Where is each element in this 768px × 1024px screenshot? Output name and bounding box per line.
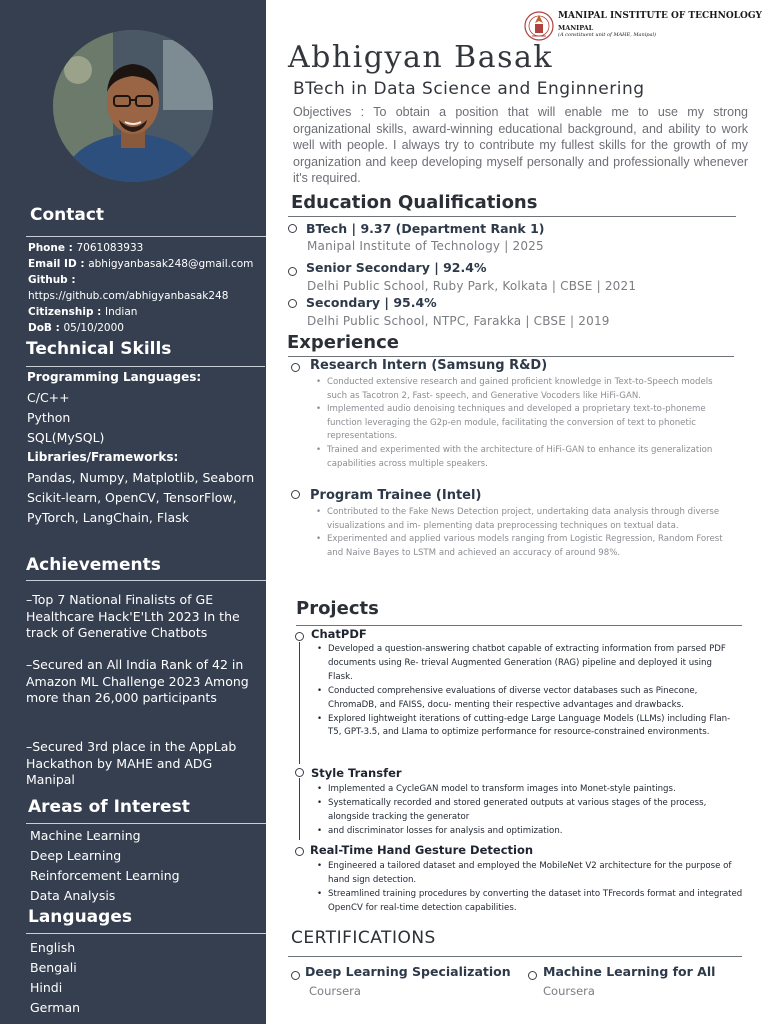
language-item: Bengali: [30, 960, 77, 975]
dob-row: [28, 320, 124, 336]
contact-divider: [26, 236, 266, 237]
email-label: Email ID :: [28, 258, 89, 270]
timeline-dot-icon: [288, 299, 297, 308]
dob-value: 05/10/2000: [63, 322, 124, 334]
project-bullet: • and discriminator losses for analysis and optimization.: [315, 825, 735, 839]
project-timeline-line: [299, 642, 300, 764]
experience-heading: Experience: [287, 332, 399, 353]
education-item-head: Secondary | 95.4%: [306, 295, 437, 310]
timeline-dot-icon: [295, 847, 304, 856]
sidebar: [0, 0, 266, 1024]
timeline-dot-icon: [288, 267, 297, 276]
language-item: German: [30, 1000, 81, 1015]
achievement-item: –Top 7 National Finalists of GE Healthcare Hack'E'Lth 2023 In the track of Generative Chatbots: [26, 592, 240, 640]
achievements-divider: [26, 580, 266, 581]
project-bullet: • Systematically recorded and stored generated outputs at various stages of the process, alongside tracking the generator: [315, 797, 735, 825]
languages-heading: Languages: [28, 907, 132, 927]
certification-item-sub: Coursera: [309, 984, 361, 998]
project-bullet: • Implemented a CycleGAN model to transform images into Monet-style paintings.: [315, 783, 735, 797]
technical-skills-divider: [26, 366, 265, 367]
citizenship-label: Citizenship :: [28, 306, 105, 318]
github-link[interactable]: https://github.com/abhigyanbasak248: [28, 290, 229, 302]
timeline-dot-icon: [291, 971, 300, 980]
institute-city: MANIPAL: [558, 24, 594, 32]
education-item-sub: Manipal Institute of Technology | 2025: [307, 239, 544, 253]
frameworks-line: Pandas, Numpy, Matplotlib, Seaborn: [27, 470, 255, 485]
phone-label: Phone :: [28, 242, 77, 254]
project-item-head: Real-Time Hand Gesture Detection: [310, 843, 534, 857]
interest-item: Deep Learning: [30, 848, 122, 863]
candidate-name: Abhigyan Basak: [288, 40, 554, 75]
certification-item-head: Deep Learning Specialization: [305, 964, 511, 979]
frameworks-line: Scikit-learn, OpenCV, TensorFlow,: [27, 490, 237, 505]
profile-photo-illustration: [53, 30, 213, 182]
education-item-head: Senior Secondary | 92.4%: [306, 260, 487, 275]
education-divider: [288, 216, 736, 217]
interest-item: Data Analysis: [30, 888, 116, 903]
programming-languages-label: Programming Languages:: [27, 370, 202, 384]
project-bullet: • Conducted comprehensive evaluations of diverse vector databases such as Pinecone, ChromaDB, and FAISS, docu- menting their respective advantages and drawbacks.: [315, 685, 735, 713]
project-bullet: • Explored lightweight iterations of cutting-edge Large Language Models (LLMs) including Flan-T5, GPT-3.5, and Llama to optimize performance for resource-constrained environments.: [315, 713, 735, 741]
projects-divider: [296, 625, 742, 626]
github-row: [28, 272, 76, 288]
certification-item-head: Machine Learning for All: [543, 964, 716, 979]
institute-name: MANIPAL INSTITUTE OF TECHNOLOGY: [558, 11, 762, 21]
certification-item-sub: Coursera: [543, 984, 595, 998]
experience-bullets: [314, 506, 734, 560]
language-item: English: [30, 940, 76, 955]
github-label: Github :: [28, 274, 76, 286]
phone-row: [28, 240, 143, 256]
timeline-dot-icon: [528, 971, 537, 980]
education-heading: Education Qualifications: [291, 192, 538, 213]
institute-logo-icon: [524, 9, 554, 43]
citizenship-value: Indian: [104, 306, 138, 318]
experience-bullets: [314, 376, 724, 471]
frameworks-line: PyTorch, LangChain, Flask: [27, 510, 189, 525]
education-item-sub: Delhi Public School, Ruby Park, Kolkata | CBSE | 2021: [307, 279, 637, 293]
experience-bullet: • Trained and experimented with the architecture of HiFi-GAN to enhance its generalization capabilities across multiple speakers.: [314, 444, 724, 471]
project-bullet: • Streamlined training procedures by converting the dataset into TFrecords format and integrated OpenCV for real-time detection capabilities.: [315, 888, 745, 916]
experience-divider: [288, 356, 734, 357]
areas-of-interest-divider: [26, 823, 266, 824]
project-bullet: • Engineered a tailored dataset and employed the MobileNet V2 architecture for the purpose of hand sign detection.: [315, 860, 745, 888]
experience-bullet: • Experimented and applied various models ranging from Logistic Regression, Random Forest and Naive Bayes to LSTM and achieved an accuracy of around 98%.: [314, 533, 734, 560]
project-bullets: [315, 783, 735, 839]
project-item-head: ChatPDF: [311, 627, 367, 641]
areas-of-interest-heading: Areas of Interest: [28, 797, 190, 817]
languages-divider: [26, 933, 266, 934]
email-row: [28, 256, 253, 272]
project-item-head: Style Transfer: [311, 766, 402, 780]
citizenship-row: [28, 304, 137, 320]
experience-bullet: • Implemented audio denoising techniques and developed a proprietary text-to-phoneme function leveraging the G2p-en module, facilitating the conversion of text to phonetic representations.: [314, 403, 724, 444]
skill-item: C/C++: [27, 390, 70, 405]
dob-label: DoB :: [28, 322, 64, 334]
timeline-dot-icon: [291, 490, 300, 499]
project-bullets: [315, 860, 745, 916]
project-bullets: [315, 643, 735, 740]
experience-bullet: • Conducted extensive research and gained proficient knowledge in Text-to-Speech models such as Tacotron 2, Fast- speech, and Generative Vocoders like HiFi-GAN.: [314, 376, 724, 403]
degree-title: BTech in Data Science and Enginnering: [293, 79, 645, 99]
timeline-dot-icon: [295, 768, 304, 777]
language-item: Hindi: [30, 980, 63, 995]
education-item-head: BTech | 9.37 (Department Rank 1): [306, 221, 545, 236]
education-item-sub: Delhi Public School, NTPC, Farakka | CBSE | 2019: [307, 314, 610, 328]
experience-item-head: Research Intern (Samsung R&D): [310, 358, 548, 373]
projects-heading: Projects: [296, 598, 379, 619]
achievements-heading: Achievements: [26, 555, 161, 575]
experience-item-head: Program Trainee (Intel): [310, 488, 482, 503]
interest-item: Machine Learning: [30, 828, 141, 843]
interest-item: Reinforcement Learning: [30, 868, 180, 883]
contact-heading: Contact: [30, 205, 105, 225]
institute-tagline: (A constituent unit of MAHE, Manipal): [558, 32, 657, 38]
profile-photo: [53, 30, 213, 182]
certifications-divider: [288, 956, 742, 957]
experience-bullet: • Contributed to the Fake News Detection project, undertaking data analysis through diverse visualizations and im- plementing data preprocessing techniques on textual data.: [314, 506, 734, 533]
achievement-item: –Secured an All India Rank of 42 in Amazon ML Challenge 2023 Among more than 26,000 participants: [26, 657, 249, 705]
timeline-dot-icon: [295, 632, 304, 641]
technical-skills-heading: Technical Skills: [26, 339, 172, 359]
certifications-heading: CERTIFICATIONS: [291, 928, 436, 948]
project-bullet: • Developed a question-answering chatbot capable of extracting information from parsed PDF documents using Re- trieval Augmented Generation (RAG) pipeline and deployed it using Flask.: [315, 643, 735, 685]
achievement-item: –Secured 3rd place in the AppLab Hackathon by MAHE and ADG Manipal: [26, 739, 237, 787]
frameworks-label: Libraries/Frameworks:: [27, 450, 179, 464]
skill-item: SQL(MySQL): [27, 430, 105, 445]
objective-paragraph: Objectives : To obtain a position that will enable me to use my strong organizational skills, award-winning educational background, and ability to work well with people. I always try to contribute my fullest skills for the growth of my organization and keep developing myself personally and professionally whenever it's required.: [293, 105, 748, 185]
email-value[interactable]: abhigyanbasak248@gmail.com: [88, 258, 254, 270]
timeline-dot-icon: [291, 363, 300, 372]
phone-value[interactable]: 7061083933: [76, 242, 144, 254]
project-timeline-line: [299, 778, 300, 840]
timeline-dot-icon: [288, 224, 297, 233]
skill-item: Python: [27, 410, 71, 425]
